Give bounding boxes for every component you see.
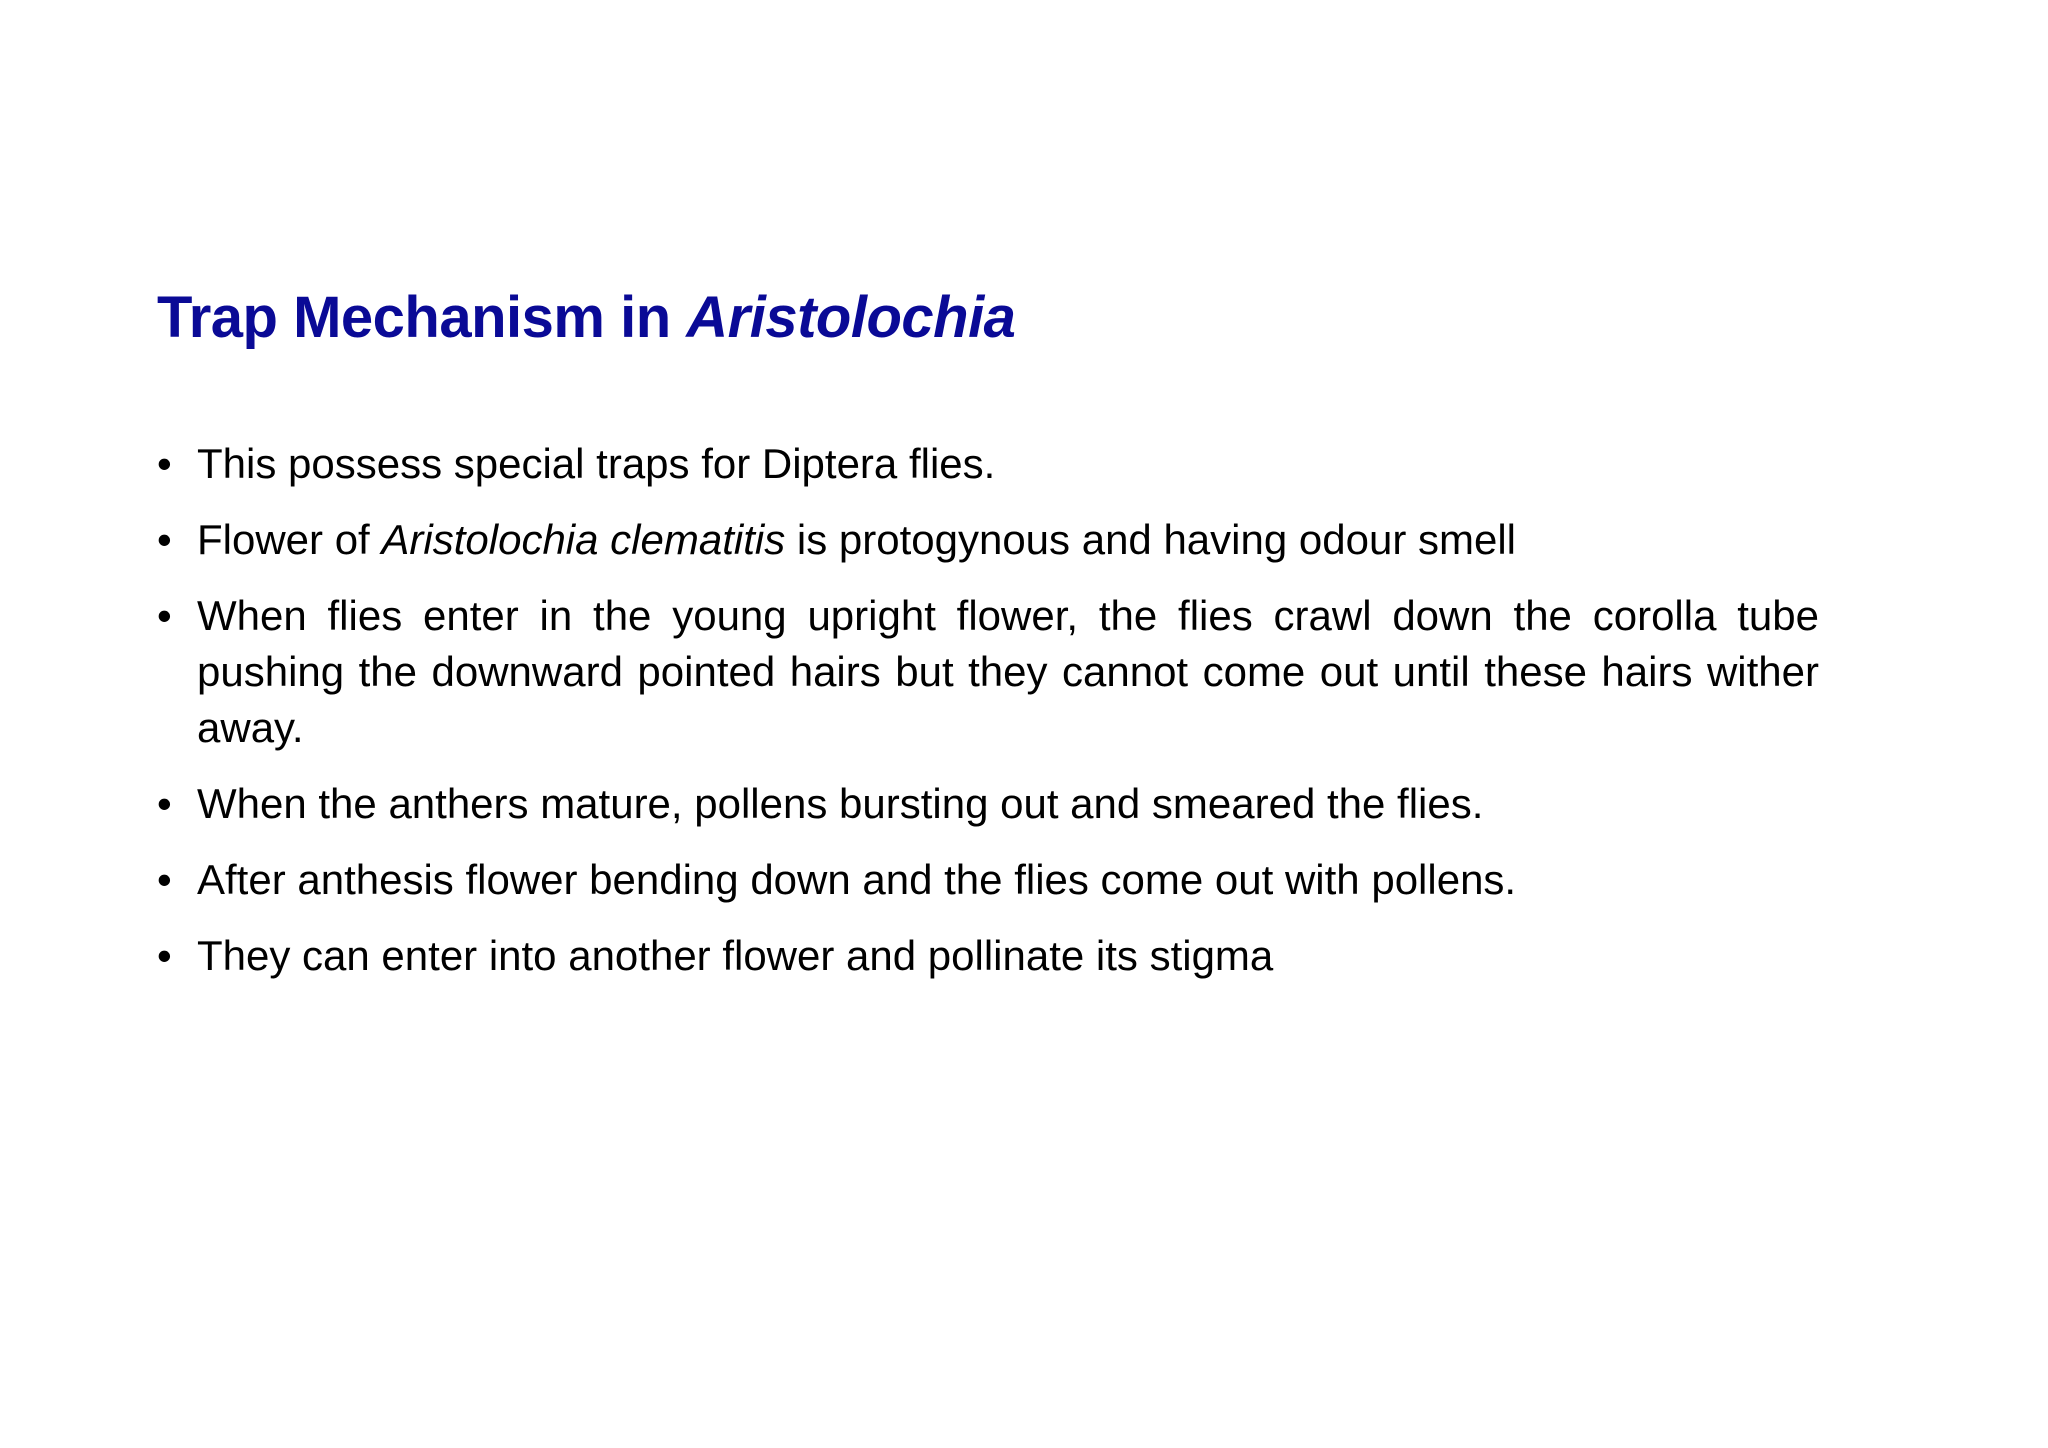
bullet-dot-icon: •: [157, 440, 172, 487]
bullet-item: [157, 588, 1819, 756]
bullet-dot-icon: •: [157, 516, 172, 563]
bullet-item: [157, 852, 1819, 908]
title-text: Trap Mechanism in: [157, 285, 687, 350]
bullet-text: After anthesis flower bending down and the flies come out with pollens.: [197, 856, 1517, 903]
bullet-text: When flies enter in the young upright flower, the flies crawl down the corolla tube pushing the downward pointed hairs but they cannot come out until these hairs wither away.: [197, 592, 1819, 751]
bullet-text: [197, 516, 1516, 563]
bullet-text: When the anthers mature, pollens bursting out and smeared the flies.: [197, 780, 1484, 827]
bullet-dot-icon: •: [157, 780, 172, 827]
bullet-text-before: Flower of: [197, 516, 382, 563]
bullet-item: [157, 928, 1819, 984]
bullet-dot-icon: •: [157, 856, 172, 903]
bullet-item: [157, 776, 1819, 832]
bullet-item: [157, 436, 1819, 492]
title-italic-text: Aristolochia: [686, 285, 1016, 350]
bullet-item: [157, 512, 1819, 568]
slide-title: [157, 282, 1015, 354]
bullet-dot-icon: •: [157, 592, 172, 639]
bullet-text-after: is protogynous and having odour smell: [785, 516, 1516, 563]
bullet-text: This possess special traps for Diptera flies.: [197, 440, 996, 487]
bullet-text: They can enter into another flower and pollinate its stigma: [197, 932, 1274, 979]
bullet-dot-icon: •: [157, 932, 172, 979]
bullet-list: [157, 436, 1819, 1004]
species-name: Aristolochia clematitis: [381, 516, 786, 563]
